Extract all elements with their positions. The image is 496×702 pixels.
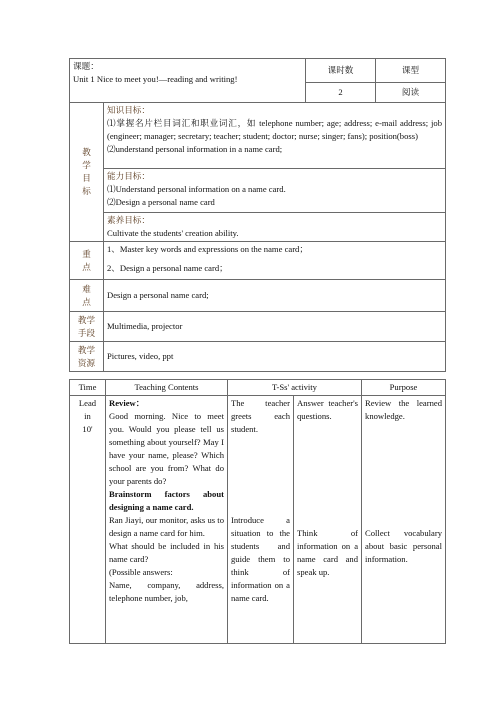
teacher-activity [228,396,294,644]
hours-label: 课时数 [306,59,376,83]
literacy-title: 素养目标： [107,215,150,225]
objectives-label: 教 学 目 标 [70,103,104,242]
ability-objectives [104,169,446,213]
key-point-2: 2、Design a personal name card； [107,263,228,273]
key-point-1: 1、Master key words and expressions on the name card； [107,244,308,254]
key-points-label: 重 点 [70,242,104,280]
ability-item-1: ⑴Understand personal information on a name card. [107,184,286,194]
brainstorm-text: Ran Jiayi, our monitor, asks us to design a name card for him. [109,515,224,538]
question-text: What should be included in his name card? [109,541,224,564]
header-time: Time [70,380,106,396]
teaching-contents [106,396,228,644]
header-contents: Teaching Contents [106,380,228,396]
type-value: 阅读 [376,83,446,103]
knowledge-objectives [104,103,446,169]
knowledge-title: 知识目标： [107,105,150,115]
methods-text: Multimedia, projector [104,312,446,342]
student-activity-2: Think of information on a name card and speak up. [297,528,359,577]
possible-answers: Name, company, address, telephone number, job, [109,580,224,603]
hours-value: 2 [306,83,376,103]
ability-item-2: ⑵Design a personal name card [107,197,215,207]
review-text: Good morning. Nice to meet you. Would you please tell us something about yourself? May I have your name, please? Which school are you from? What do your parents do? [109,411,224,486]
lesson-info-table [69,58,446,372]
header-activity: T-Ss' activity [228,380,362,396]
purpose-1: Review the learned knowledge. [365,398,443,421]
knowledge-item-1: ⑴掌握名片栏目词汇和职业词汇，如 telephone number; age; address; e-mail address; job (engineer; manager; secretary; teacher; student; doctor; nurse; singer; fans); position(boss) [107,118,442,141]
type-label: 课型 [376,59,446,83]
purpose [362,396,446,644]
literacy-item-1: Cultivate the students' creation ability. [107,228,239,238]
teaching-process-table [69,379,446,644]
ability-title: 能力目标： [107,171,150,181]
header-purpose: Purpose [362,380,446,396]
brainstorm-title: Brainstorm factors about designing a name card. [109,489,224,512]
difficulties-text: Design a personal name card; [104,280,446,312]
purpose-2: Collect vocabulary about basic personal information. [365,528,443,564]
key-points [104,242,446,280]
resources-text: Pictures, video, ppt [104,342,446,372]
topic-text: Unit 1 Nice to meet you!—reading and writing! [73,74,238,84]
teacher-activity-1: The teacher greets each student. [231,398,290,434]
topic-label: 课题： [73,61,99,71]
resources-label: 教学 资源 [70,342,104,372]
review-title: Review： [109,398,145,408]
literacy-objectives [104,213,446,242]
methods-label: 教学 手段 [70,312,104,342]
possible-answers-label: (Possible answers: [109,567,173,577]
student-activity-1: Answer teacher's questions. [297,398,359,421]
student-activity [294,396,362,644]
knowledge-item-2: ⑵understand personal information in a name card; [107,144,283,154]
difficulties-label: 难 点 [70,280,104,312]
topic-cell [70,59,306,103]
teacher-activity-2: Introduce a situation to the students and guide them to think of information on a name card. [231,515,290,603]
stage-time: Lead in 10' [70,396,106,644]
